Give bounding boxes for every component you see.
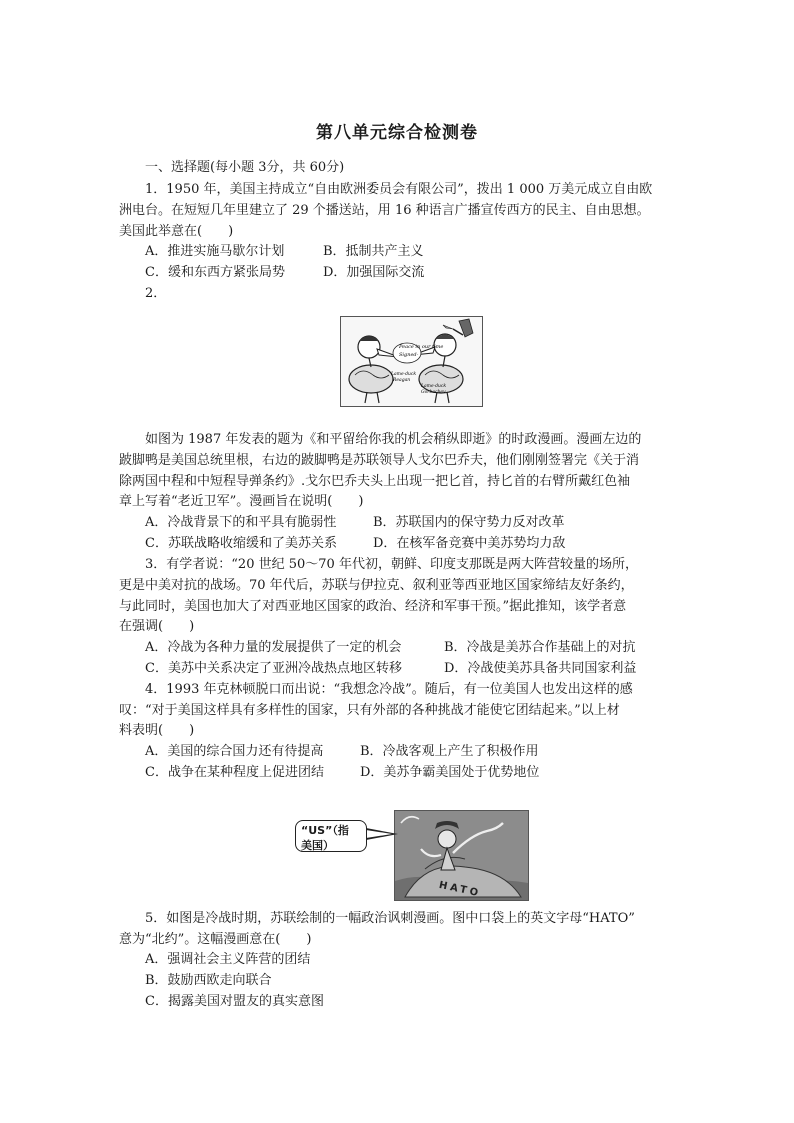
- q2-line: 章上写着“老近卫军”。漫画旨在说明( ): [119, 494, 364, 509]
- q1-option-d: D．加强国际交流: [323, 265, 425, 280]
- q3-line: 更是中美对抗的战场。70 年代后，苏联与伊拉克、叙利亚等西亚地区国家缔结友好条约，: [119, 578, 634, 593]
- q1-line: 洲电台。在短短几年里建立了 29 个播送站，用 16 种语言广播宣传西方的民主、自由思想。: [119, 203, 650, 218]
- q4-option-b: B．冷战客观上产生了积极作用: [360, 744, 539, 759]
- q3-line: 在强调( ): [119, 619, 195, 634]
- q5-option-c: C．揭露美国对盟友的真实意图: [145, 994, 324, 1009]
- q3-line: 3．有学者说：“20 世纪 50～70 年代初，朝鲜、印度支那既是两大阵营较量的场所，: [145, 557, 638, 572]
- q2-line: 如图为 1987 年发表的题为《和平留给你我的机会稍纵即逝》的时政漫画。漫画左边的: [145, 432, 642, 447]
- q2-line: 除两国中程和中短程导弹条约》.戈尔巴乔夫头上出现一把匕首，持匕首的右臂所戴红色袖: [119, 474, 631, 489]
- cartoon-text: Peace in our time: [399, 344, 444, 350]
- cartoon-text: HATO: [437, 879, 482, 900]
- q2-number: 2．: [145, 286, 167, 301]
- cartoon-text: Signed-: [399, 352, 419, 358]
- q5-option-b: B．鼓励西欧走向联合: [145, 973, 272, 988]
- q5-line: 意为“北约”。这幅漫画意在( ): [119, 932, 312, 947]
- cartoon-text: Gorbachev: [421, 390, 446, 395]
- q4-option-d: D．美苏争霸美国处于优势地位: [360, 765, 540, 780]
- callout-line: “US”（指: [301, 824, 349, 837]
- q3-option-b: B．冷战是美苏合作基础上的对抗: [444, 640, 636, 655]
- q2-option-b: B．苏联国内的保守势力反对改革: [373, 515, 565, 530]
- q2-option-c: C．苏联战略收缩缓和了美苏关系: [145, 536, 337, 551]
- q2-option-d: D．在核军备竞赛中美苏势均力敌: [373, 536, 566, 551]
- cartoon-hato-drawing: [395, 811, 528, 900]
- cartoon-lame-ducks-drawing: [341, 317, 482, 406]
- cartoon-text: Reagan: [393, 378, 411, 383]
- figure-callout: [295, 820, 367, 852]
- q2-line: 跛脚鸭是美国总统里根，右边的跛脚鸭是苏联领导人戈尔巴乔夫，他们刚刚签署完《关于消: [119, 453, 640, 468]
- q3-option-c: C．美苏中关系决定了亚洲冷战热点地区转移: [145, 661, 402, 676]
- cartoon-hato: [394, 810, 529, 901]
- q1-line: 美国此举意在( ): [119, 224, 234, 239]
- q1-option-c: C．缓和东西方紧张局势: [145, 265, 285, 280]
- cartoon-text: Lame-duck: [421, 384, 447, 389]
- q3-option-a: A．冷战为各种力量的发展提供了一定的机会: [145, 640, 402, 655]
- cartoon-lame-ducks: [340, 316, 483, 407]
- q1-option-a: A．推进实施马歇尔计划: [145, 244, 285, 259]
- q1-line: 1．1950 年，美国主持成立“自由欧洲委员会有限公司”，拨出 1 000 万美元成立自由欧: [145, 182, 653, 197]
- q4-option-c: C．战争在某种程度上促进团结: [145, 765, 324, 780]
- q3-line: 与此同时，美国也加大了对西亚地区国家的政治、经济和军事干预。”据此推知，该学者意: [119, 599, 627, 614]
- q4-option-a: A．美国的综合国力还有待提高: [145, 744, 324, 759]
- cartoon-text: Lame-duck: [391, 372, 417, 377]
- q3-option-d: D．冷战使美苏具备共同国家利益: [444, 661, 637, 676]
- q2-option-a: A．冷战背景下的和平具有脆弱性: [145, 515, 337, 530]
- page-title: 第八单元综合检测卷: [316, 123, 478, 143]
- section-heading: 一、选择题(每小题 3分，共 60分): [145, 160, 345, 175]
- q4-line: 4．1993 年克林顿脱口而出说：“我想念冷战”。随后，有一位美国人也发出这样的感: [145, 682, 633, 697]
- q4-line: 料表明( ): [119, 723, 195, 738]
- q1-option-b: B．抵制共产主义: [323, 244, 424, 259]
- q4-line: 叹：“对于美国这样具有多样性的国家，只有外部的各种挑战才能使它团结起来。”以上材: [119, 703, 620, 718]
- callout-line: 美国）: [301, 839, 334, 852]
- q5-option-a: A．强调社会主义阵营的团结: [145, 952, 311, 967]
- callout-pointer-fill: [366, 830, 392, 838]
- q5-line: 5．如图是冷战时期，苏联绘制的一幅政治讽刺漫画。图中口袋上的英文字母“HATO”: [145, 911, 635, 926]
